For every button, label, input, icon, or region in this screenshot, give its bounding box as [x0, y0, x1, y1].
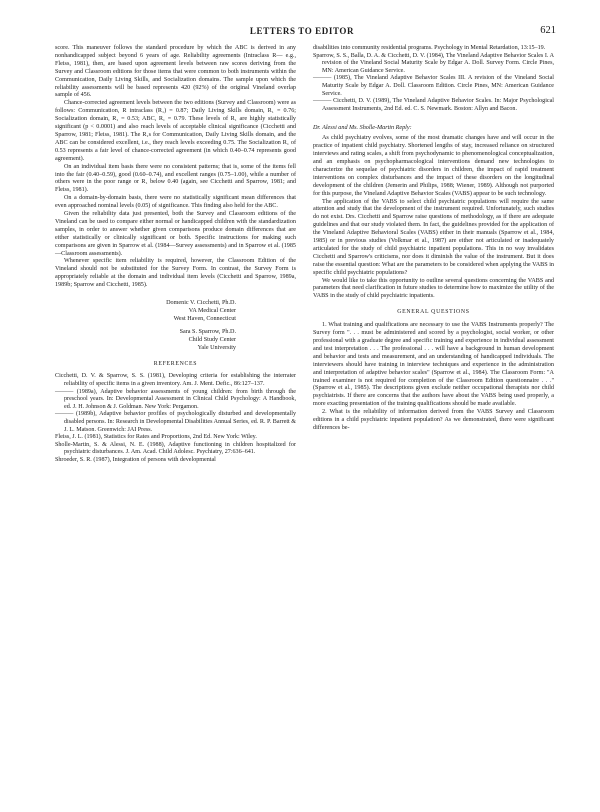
- general-questions-heading: GENERAL QUESTIONS: [397, 309, 470, 316]
- paragraph: Whenever specific item reliability is required, however, the Classroom Edition of the Vineland should not be substituted for the Survey Form. In contrast, the Survey Form is appropriately reliable at the domain and individual item levels (Cicchetti and Sparrow, 1989a, 1989b; Sparrow and Cicchetti, 1985).: [55, 258, 296, 289]
- reply-heading: Dr. Alessi and Ms. Sholle-Martin Reply:: [313, 125, 412, 132]
- reference-entry: Sholle-Martin, S. & Alessi, N. E. (1988), Adaptive functioning in children hospitalized for psychiatric disturbances. J. Am. Acad. Child Adolesc. Psychiatry, 27:636–641.: [55, 441, 296, 456]
- paragraph: On an individual item basis there were no consistent patterns; that is, some of the items fell into the fair (0.40–0.59), good (0.60–0.74), and excellent ranges (0.75–1.00), while a number of others were in the poor range or R₁ below 0.40 (again, see Cicchetti and Sparrow, 1981; and Fleiss, 1981).: [55, 163, 296, 194]
- signature-block: [55, 300, 296, 352]
- paragraph: score. This maneuver follows the standard procedure by which the ABC is derived in any nonhandicapped subject beyond 6 years of age. Reliability agreements (Intraclass R— e.g., Fleiss, 1981), then, are based upon agreement levels between raw scores deriving from the Survey and Classroom editions for those items that were common to both instruments within the Communication, Daily Living Skills, and Socialization domains. The sample upon which the reliability assessments will be based represents 420 (92%) of the original Vineland overlap sample of 456.: [55, 45, 296, 99]
- paragraph: Given the reliability data just presented, both the Survey and Classroom editions of the Vineland can be used to compare either normal or handicapped children with the standardization samples, in order to answer whether given comparisons produce domain differences that are either statistically or clinically significant or both. Specific instructions for making such comparisons are given in Sparrow et al. (1984—Survey assessments) and in Sparrow et al. (1985—Classroom assessments).: [55, 211, 296, 257]
- author-location: Yale University: [197, 344, 236, 351]
- author-location: West Haven, Connecticut: [173, 315, 236, 322]
- author-name: Sara S. Sparrow, Ph.D.: [179, 328, 236, 335]
- left-column: [55, 45, 296, 465]
- references-continued: [313, 45, 554, 113]
- reference-entry: Shroeder, S. R. (1987), Integration of persons with developmental: [55, 456, 216, 463]
- page-number: 621: [540, 25, 556, 36]
- question-paragraph: 2. What is the reliability of information derived from the VABS Survey and Classroom editions in a child psychiatric inpatient population? As we demonstrated, there were significant differences be-: [313, 409, 554, 431]
- references-heading: REFERENCES: [153, 360, 198, 367]
- author-name: Domenic V. Cicchetti, Ph.D.: [166, 300, 236, 307]
- paragraph: The application of the VABS to select child psychiatric populations will require the same attention and study that the development of the instrument required. Unfortunately, such studies do not exist. Drs. Cicchetti and Sparrow raise questions of methodology, as if there are adequate guidelines and that our study violated them. In fact, the guidelines provided for the application of the Vineland Adaptive Behavioral Scales (VABS) either in their manuals (Sparrow et al., 1984, 1985) or in previous studies (Volkmar et al., 1987) are either not articulated or inadequately articulated for the study of child psychiatric inpatient populations. This in no way invalidates Cicchetti and Sparrow's criticisms, nor does it diminish the value of the instrument. But it does raise the essential question: What are the parameters to be considered when applying the VABS in specific child psychiatric populations?: [313, 198, 554, 276]
- running-head: LETTERS TO EDITOR: [249, 26, 355, 36]
- reference-entry: ——— (1989a), Adaptive behavior assessments of young children: from birth through the preschool years. In: Developmental Assessment in Clinical Child Psychology: A Handbook, ed. J. H. Johnson & J. Goldman. New York: Pergamon.: [55, 388, 296, 410]
- question-paragraph: 1. What training and qualifications are necessary to use the VABS Instruments properly? The Survey form ". . . must be administered and scored by a psychologist, social worker, or other professional with a graduate degree and specific training and experience in individual assessment and test interpretation . . . The professional . . . will have a background in human development and behavior and tests and measurement, and an understanding of handicapped individuals. The interviewers should have training in interview techniques and experience in the administration and interpretation of adaptive behavior scales" (Sparrow et al., 1984). The Classroom Form: "A trained examiner is not required for completion of the Classroom Edition questionnaire . . ." (Sparrow et al., 1985). The descriptions given exclude neither occupational therapists nor child psychiatrists. If there are concerns that the authors have about the VABS being used properly, a more exacting presentation of the training qualifications should be made available.: [313, 322, 554, 408]
- reference-entry: Sparrow, S. S., Balla, D. A. & Cicchetti, D. V. (1984), The Vineland Adaptive Behavior Scales I. A revision of the Vineland Social Maturity Scale by Edgar A. Doll. Survey Form. Circle Pines, MN: American Guidance Service.: [313, 52, 554, 74]
- reference-entry: ——— Cicchetti, D. V. (1989), The Vineland Adaptive Behavior Scales. In: Major Psychological Assessment Instruments, 2nd Ed. ed. C. S. Newmark. Boston: Allyn and Bacon.: [313, 98, 554, 112]
- reference-entry: ——— (1985), The Vineland Adaptive Behavior Scales III. A revision of the Vineland Social Maturity Scale by Edgar A. Doll. Classroom Edition. Circle Pines, MN: American Guidance Service.: [313, 75, 554, 97]
- author-affiliation: VA Medical Center: [188, 308, 236, 314]
- page-header: [48, 26, 556, 40]
- author-affiliation: Child Study Center: [188, 336, 236, 343]
- paragraph: Chance-corrected agreement levels between the two editions (Survey and Classroom) were as follows: Communication, R intraclass (R₁) = 0.87; Daily Living Skills domain, R₁ = 0.76; Socialization domain, R₁ = 0.53; ABC, R₁ = 0.79. These levels of R₁ are highly statistically significant (p < 0.0001) and also reach levels of acceptable clinical significance (Cicchetti and Sparrow, 1981; Fleiss, 1981). The R₁s for Communication, Daily Living Skills domain, and the ABC can be considered excellent, i.e., they reach levels exceeding 0.75. The Socialization R₁ of 0.53 represents a fair level of chance-corrected agreement (in which 0.40–0.74 represents good agreement).: [55, 100, 296, 162]
- paragraph: As child psychiatry evolves, some of the most dramatic changes have and will occur in the practice of inpatient child psychiatry. Shortened lengths of stay, increased reliance on structured interviews and rating scales, a shift from psychodynamic to phenomenological conceptualization, and an emphasis on psychopharmacological interventions demand new technologies to characterize the sequelae of psychiatric disorders in children, the impact of rapid treatment interventions on complex disturbances and the impact of these disorders on the longitudinal development of the children (Jemerin and Philips, 1988; Wiener, 1989). Although not purported for this purpose, the Vineland Adaptive Behavior Scales (VABS) appear to be such technology.: [313, 135, 554, 197]
- reference-entry: disabilities into community residential programs. Psychology in Mental Retardation, 13:15–19.: [313, 45, 546, 51]
- paragraph: On a domain-by-domain basis, there were no statistically significant mean differences that even approached nominal levels (0.05) of significance. This finding also held for the ABC.: [55, 195, 296, 210]
- reference-entry: Fleiss, J. L. (1981), Statistics for Rates and Proportions, 2nd Ed. New York: Wiley.: [55, 434, 257, 441]
- paragraph: We would like to take this opportunity to outline several questions concerning the VABS and parameters that need clarification in future studies to determine how to maximize the utility of the VABS in the study of child psychiatric inpatients.: [313, 277, 554, 300]
- reference-entry: ——— (1989b), Adaptive behavior profiles of psychologically disturbed and developmentally disabled persons. In: Research in Developmental Disabilities Annual Series, ed. R. P. Barrett & J. L. Matson. Greenwich: JAI Press.: [55, 411, 296, 433]
- reference-entry: Cicchetti, D. V. & Sparrow, S. S. (1981), Developing criteria for establishing the interrater reliability of specific items in a given inventory. Am. J. Ment. Defic., 86:127–137.: [55, 373, 296, 388]
- right-column: [313, 45, 554, 433]
